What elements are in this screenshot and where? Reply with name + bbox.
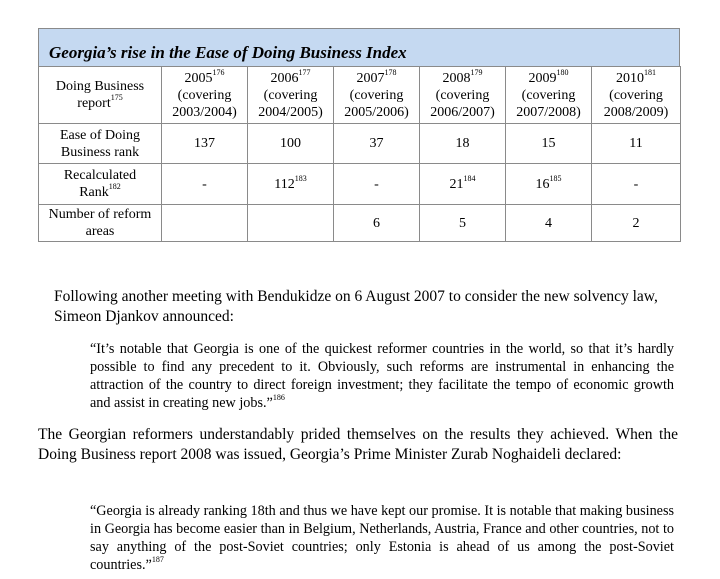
row-label: Ease of Doing Business rank [59,127,141,160]
coverage-label: (covering [263,87,318,103]
row-label: Number of reform areas [48,207,152,239]
footnote-ref: 185 [549,173,562,183]
paragraph-djankov-intro: Following another meeting with Bendukidze on 6 August 2007 to consider the new solvency law, Simeon Djankov announced: [54,288,658,325]
cell-value: 2 [632,215,640,231]
footnote-ref: 178 [384,67,397,77]
table-cell [334,205,420,242]
cell-value: 16 [535,176,550,192]
coverage-label: (covering [521,87,576,103]
quote-noghaideli [90,502,674,574]
year-label: 2007 [356,70,385,86]
header-label: Doing Business report [55,79,145,111]
coverage-label: (covering [435,87,490,103]
year-header-cell [506,67,592,124]
quote-djankov-text: “It’s notable that Georgia is one of the quickest reformer countries in the world, so that it’s hardly possible to find any precedent to it. Obviously, such reforms are instrumental in enhancing the attraction of the country to direct foreign investment; they facilitate the tempo of economic growth and assist in creating new jobs.” [90,341,674,411]
ranking-table-container [38,28,680,242]
table-cell [162,124,248,164]
cell-value: 5 [459,215,466,231]
year-label: 2010 [616,70,644,86]
table-row [39,205,681,242]
table-cell [506,164,592,205]
coverage-label: (covering [349,87,404,103]
footnote-ref: 179 [470,67,483,77]
year-label: 2005 [184,70,213,86]
cell-value: 11 [629,136,643,151]
table-cell [248,124,334,164]
header-label-cell [39,67,162,124]
year-label: 2009 [528,70,557,86]
table-cell [162,205,248,242]
coverage-period: 2005/2006) [344,104,409,120]
table-cell [506,124,592,164]
paragraph-reformers: The Georgian reformers understandably prided themselves on the results they achieved. When the Doing Business report 2008 was issued, Georgia’s Prime Minister Zurab Noghaideli declared: [38,426,678,463]
cell-value: 18 [455,136,470,151]
cell-value: - [633,176,639,192]
table-cell [162,164,248,205]
table-cell [334,164,420,205]
table-cell [592,164,681,205]
row-label-cell [39,124,162,164]
footnote-ref: 180 [556,67,569,77]
coverage-period: 2008/2009) [603,104,669,120]
table-row [39,124,681,164]
table-title: Georgia’s rise in the Ease of Doing Business Index [49,43,407,62]
year-header-cell [334,67,420,124]
table-cell [334,124,420,164]
coverage-label: (covering [609,87,663,103]
year-label: 2008 [442,70,471,86]
footnote-ref: 186 [272,393,285,403]
row-label: Recalculated Rank [63,168,137,200]
table-row [39,164,681,205]
year-header-cell [592,67,681,124]
footnote-ref: 184 [463,173,476,183]
cell-value: 15 [541,136,556,151]
table-cell [592,124,681,164]
footnote-ref: 187 [151,555,164,565]
table-cell [506,205,592,242]
cell-value: 6 [373,215,380,231]
footnote-ref: 181 [644,67,656,77]
coverage-period: 2003/2004) [172,104,237,120]
cell-value: 37 [369,136,384,151]
year-header-cell [248,67,334,124]
row-label-cell [39,205,162,242]
table-cell [420,164,506,205]
footnote-ref: 175 [110,93,123,103]
cell-value: 4 [545,215,552,231]
footnote-ref: 176 [212,67,225,77]
coverage-period: 2006/2007) [430,104,495,120]
table-cell [592,205,681,242]
ease-of-doing-business-table [38,66,681,242]
footnote-ref: 182 [108,182,121,192]
year-header-cell [162,67,248,124]
cell-value: - [374,176,379,192]
table-title-bar [38,28,680,66]
table-cell [420,124,506,164]
footnote-ref: 183 [294,173,307,183]
table-cell [420,205,506,242]
table-cell [248,205,334,242]
footnote-ref: 177 [298,67,311,77]
year-label: 2006 [270,70,299,86]
table-header-row [39,67,681,124]
table-cell [248,164,334,205]
cell-value: 112 [274,176,295,192]
coverage-period: 2004/2005) [258,104,323,120]
cell-value: 100 [280,136,301,151]
quote-noghaideli-text: “Georgia is already ranking 18th and thus we have kept our promise. It is notable that making business in Georgia has become easier than in Belgium, Netherlands, Austria, France and other countries, not to say anything of the post-Soviet countries; only Estonia is ahead of us among the post-Soviet countries.” [90,503,674,573]
coverage-period: 2007/2008) [516,104,581,120]
year-header-cell [420,67,506,124]
row-label-cell [39,164,162,205]
coverage-label: (covering [177,87,232,103]
cell-value: 21 [449,176,464,192]
cell-value: 137 [194,136,215,151]
cell-value: - [202,176,207,192]
quote-djankov [90,340,674,412]
